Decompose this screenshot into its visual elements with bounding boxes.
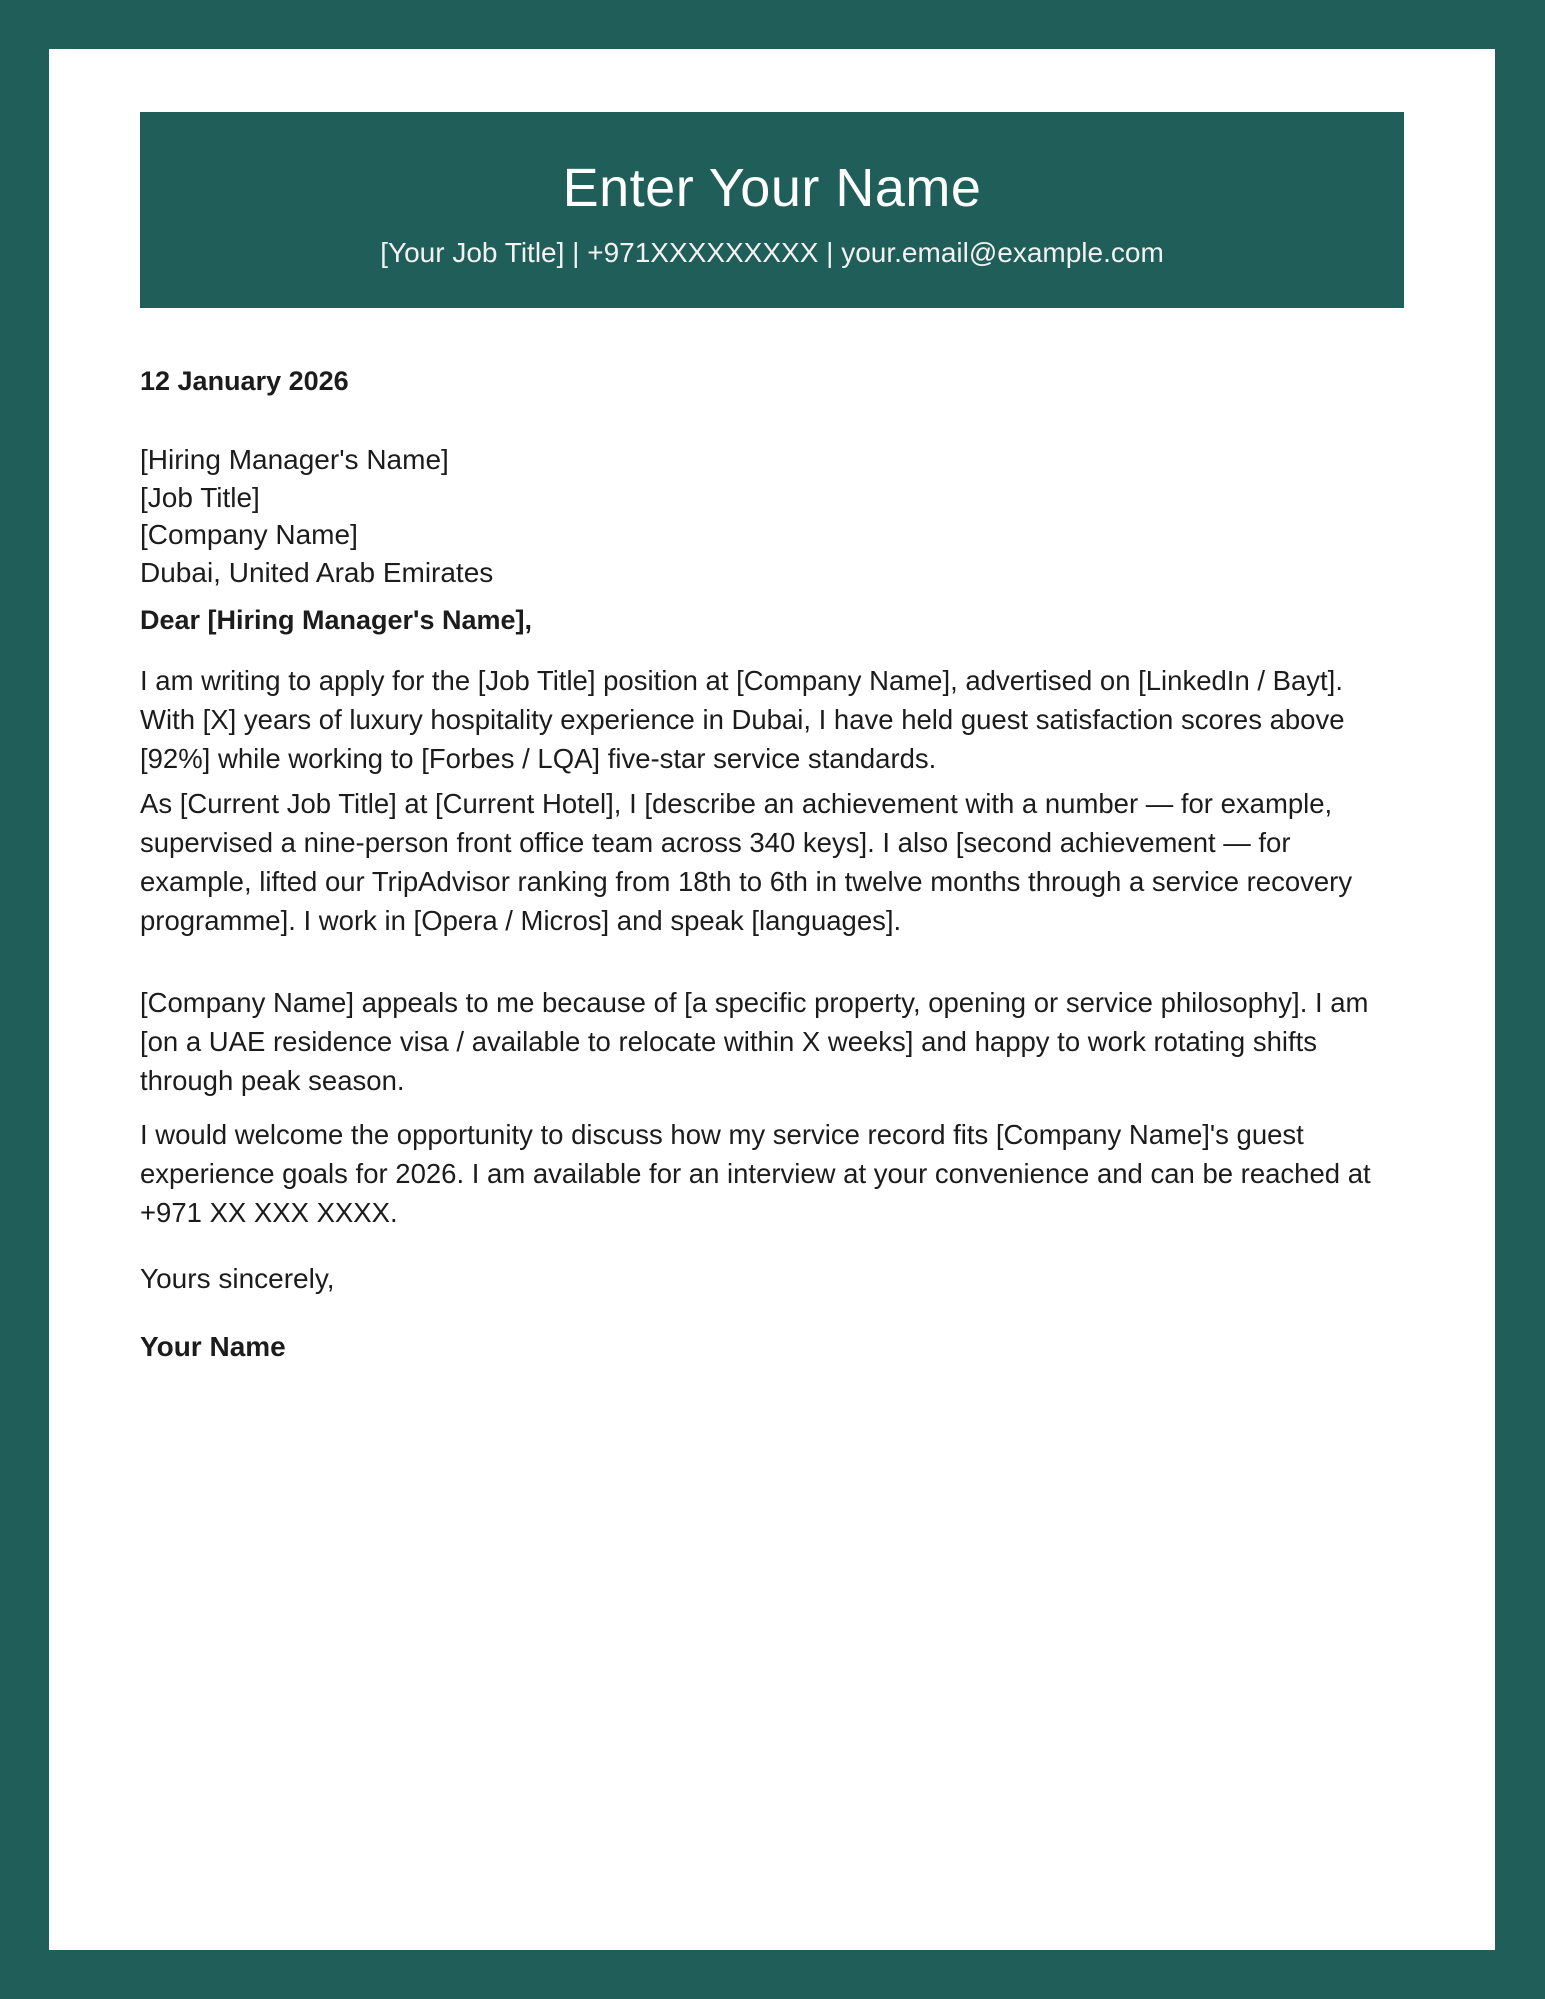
letter-page <box>49 49 1495 1950</box>
body-paragraph-4: I would welcome the opportunity to discuss how my service record fits [Company Name]'s guest experience goals for 2026. I am available for an interview at your convenience and can be reached at +971 XX XXX XXXX. <box>140 1119 1371 1228</box>
recipient-title: [Job Title] <box>140 481 260 513</box>
body-paragraph-2: As [Current Job Title] at [Current Hotel], I [describe an achievement with a number — for example, supervised a nine-person front office team across 340 keys]. I also [second achievement — for example, lifted our TripAdvisor ranking from 18th to 6th in twelve months through a service recovery programme]. I work in [Opera / Micros] and speak [languages]. <box>140 788 1353 936</box>
body-paragraph-1: I am writing to apply for the [Job Title] position at [Company Name], advertised on [LinkedIn / Bayt]. With [X] years of luxury hospitality experience in Dubai, I have held guest satisfaction scores above [92%] while working to [Forbes / LQA] five-star service standards. <box>140 665 1345 774</box>
signature-name: Your Name <box>140 1331 286 1362</box>
salutation: Dear [Hiring Manager's Name], <box>140 605 533 635</box>
header-banner <box>140 112 1404 308</box>
body-paragraph-3: [Company Name] appeals to me because of [a specific property, opening or service philosophy]. I am [on a UAE residence visa / available to relocate within X weeks] and happy to work rotating shifts through peak season. <box>140 987 1369 1096</box>
recipient-block <box>140 441 493 591</box>
applicant-name: Enter Your Name <box>562 158 982 218</box>
letter-date: 12 January 2026 <box>140 366 349 396</box>
recipient-name: [Hiring Manager's Name] <box>140 444 449 475</box>
recipient-location: Dubai, United Arab Emirates <box>140 556 494 588</box>
recipient-company: [Company Name] <box>140 519 358 550</box>
contact-line: [Your Job Title] | +971XXXXXXXXX | your.email@example.com <box>380 237 1164 268</box>
closing: Yours sincerely, <box>140 1263 335 1294</box>
